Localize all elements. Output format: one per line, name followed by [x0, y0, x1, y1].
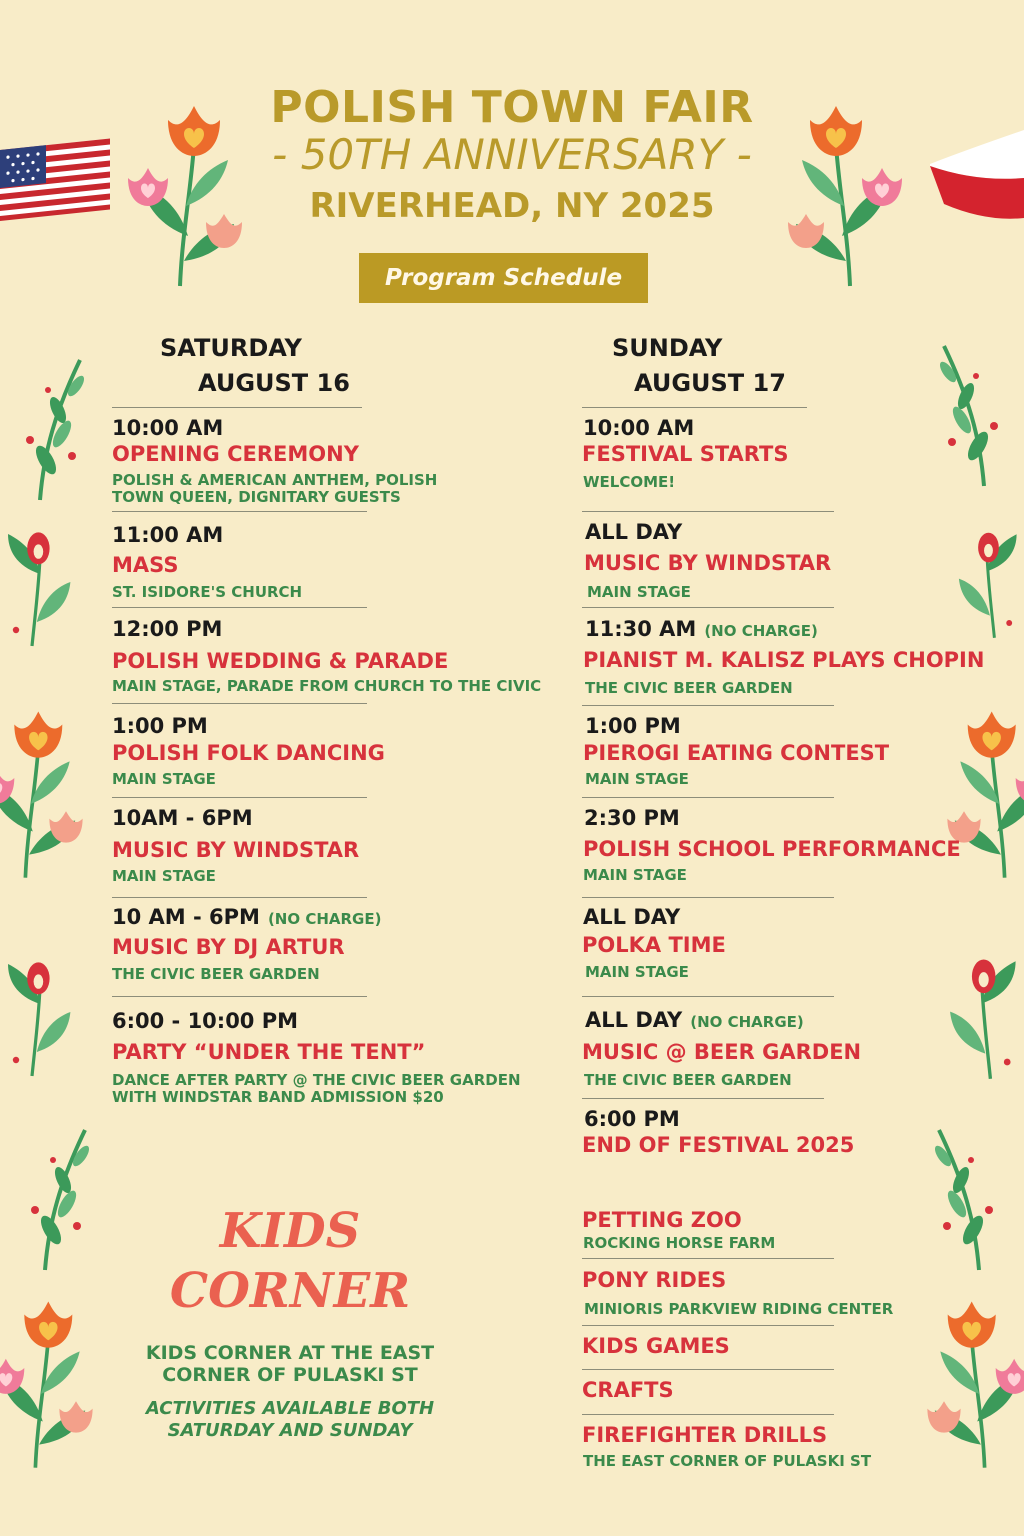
event-detail: MAIN STAGE [585, 770, 689, 788]
event-time: 6:00 - 10:00 PM [112, 1009, 299, 1033]
event-title: POLKA TIME [582, 933, 726, 957]
leaf-branch-icon [0, 1120, 110, 1280]
divider [112, 703, 367, 704]
divider [582, 1414, 834, 1415]
event-time: 1:00 PM [585, 714, 681, 738]
divider [582, 1098, 824, 1099]
program-schedule-banner: Program Schedule [359, 253, 648, 303]
tulip-bud-icon [950, 506, 1024, 666]
activity-title: KIDS GAMES [582, 1334, 730, 1358]
divider [112, 607, 367, 608]
event-detail: MAIN STAGE [112, 770, 216, 788]
event-time: 6:00 PM [584, 1107, 680, 1131]
divider [582, 1258, 834, 1259]
event-detail: THE CIVIC BEER GARDEN [584, 1071, 792, 1089]
event-time-row [585, 617, 818, 641]
event-time: 12:00 PM [112, 617, 223, 641]
event-time: 10 AM - 6PM [112, 905, 260, 929]
event-time: 11:30 AM [585, 617, 697, 641]
divider [582, 1369, 834, 1370]
activity-title: PETTING ZOO [582, 1208, 742, 1232]
event-title: POLISH WEDDING & PARADE [112, 649, 449, 673]
divider [112, 511, 367, 512]
page-title: POLISH TOWN FAIR [270, 82, 754, 133]
activity-detail: MINIORIS PARKVIEW RIDING CENTER [584, 1300, 894, 1318]
folk-flower-icon [0, 1280, 100, 1480]
tulip-bud-icon [940, 930, 1024, 1110]
activity-title: FIREFIGHTER DRILLS [582, 1423, 828, 1447]
event-title: END OF FESTIVAL 2025 [582, 1133, 855, 1157]
kids-corner-title-1: KIDS [219, 1203, 361, 1259]
divider [582, 996, 834, 997]
event-detail: WELCOME! [583, 473, 676, 491]
event-time: ALL DAY [585, 1008, 683, 1032]
event-title: POLISH FOLK DANCING [112, 741, 385, 765]
divider [112, 897, 367, 898]
folk-flower-icon [920, 1280, 1024, 1480]
divider [582, 1325, 834, 1326]
divider [582, 897, 834, 898]
event-title: MUSIC BY WINDSTAR [584, 551, 832, 575]
event-detail: MAIN STAGE [583, 866, 687, 884]
event-detail: THE CIVIC BEER GARDEN [585, 679, 793, 697]
event-title: MUSIC BY WINDSTAR [112, 838, 360, 862]
event-time: 10AM - 6PM [112, 806, 253, 830]
location-year: RIVERHEAD, NY 2025 [309, 186, 715, 226]
activity-title: PONY RIDES [582, 1268, 727, 1292]
event-time: ALL DAY [583, 905, 681, 929]
event-title: OPENING CEREMONY [112, 442, 359, 466]
kids-corner-title-2: CORNER [169, 1263, 411, 1319]
saturday-date: AUGUST 16 [198, 369, 350, 397]
event-time: 11:00 AM [112, 523, 224, 547]
divider [582, 607, 834, 608]
event-title: FESTIVAL STARTS [582, 442, 789, 466]
no-charge-note: (NO CHARGE) [704, 622, 818, 640]
leaf-branch-icon [924, 336, 1024, 496]
divider [112, 407, 362, 408]
event-title: MASS [112, 553, 179, 577]
event-detail: MAIN STAGE, PARADE FROM CHURCH TO THE CIVIC [112, 677, 542, 695]
event-title: PIEROGI EATING CONTEST [583, 741, 890, 765]
event-detail: THE CIVIC BEER GARDEN [112, 965, 320, 983]
event-time-row [585, 1008, 804, 1032]
event-detail: MAIN STAGE [585, 963, 689, 981]
event-detail: DANCE AFTER PARTY @ THE CIVIC BEER GARDEN WITH WINDSTAR BAND ADMISSION $20 [112, 1071, 521, 1106]
divider [112, 996, 367, 997]
event-time: ALL DAY [585, 520, 683, 544]
leaf-branch-icon [914, 1120, 1024, 1280]
leaf-branch-icon [0, 350, 100, 510]
kids-corner-note: ACTIVITIES AVAILABLE BOTH SATURDAY AND SUNDAY [145, 1398, 435, 1441]
event-detail: MAIN STAGE [112, 867, 216, 885]
event-time: 10:00 AM [583, 416, 695, 440]
sunday-date: AUGUST 17 [634, 369, 786, 397]
tulip-bud-icon [0, 510, 80, 670]
no-charge-note: (NO CHARGE) [690, 1013, 804, 1031]
event-detail: MAIN STAGE [587, 583, 691, 601]
event-time-row [112, 905, 381, 929]
event-title: MUSIC BY DJ ARTUR [112, 935, 345, 959]
no-charge-note: (NO CHARGE) [267, 910, 382, 928]
folk-flower-icon [0, 690, 90, 890]
activity-detail: ROCKING HORSE FARM [583, 1234, 776, 1252]
event-time: 2:30 PM [584, 806, 680, 830]
activity-detail: THE EAST CORNER OF PULASKI ST [583, 1452, 872, 1470]
event-detail: ST. ISIDORE'S CHURCH [112, 583, 303, 601]
saturday-heading: SATURDAY [160, 334, 302, 362]
divider [582, 797, 834, 798]
event-title: PARTY “UNDER THE TENT” [112, 1040, 426, 1064]
event-title: MUSIC @ BEER GARDEN [582, 1040, 862, 1064]
divider [582, 407, 807, 408]
divider [112, 797, 367, 798]
divider [582, 511, 834, 512]
kids-corner-location: KIDS CORNER AT THE EAST CORNER OF PULASKI ST [145, 1342, 435, 1386]
tulip-bud-icon [0, 930, 80, 1110]
event-time: 1:00 PM [112, 714, 208, 738]
activity-title: CRAFTS [582, 1378, 674, 1402]
event-time: 10:00 AM [112, 416, 224, 440]
anniversary-subtitle: - 50TH ANNIVERSARY - [272, 130, 752, 179]
event-detail: POLISH & AMERICAN ANTHEM, POLISH TOWN QUEEN, DIGNITARY GUESTS [112, 471, 438, 506]
event-title: PIANIST M. KALISZ PLAYS CHOPIN [583, 648, 985, 672]
sunday-heading: SUNDAY [612, 334, 723, 362]
event-title: POLISH SCHOOL PERFORMANCE [583, 837, 961, 861]
divider [582, 705, 834, 706]
